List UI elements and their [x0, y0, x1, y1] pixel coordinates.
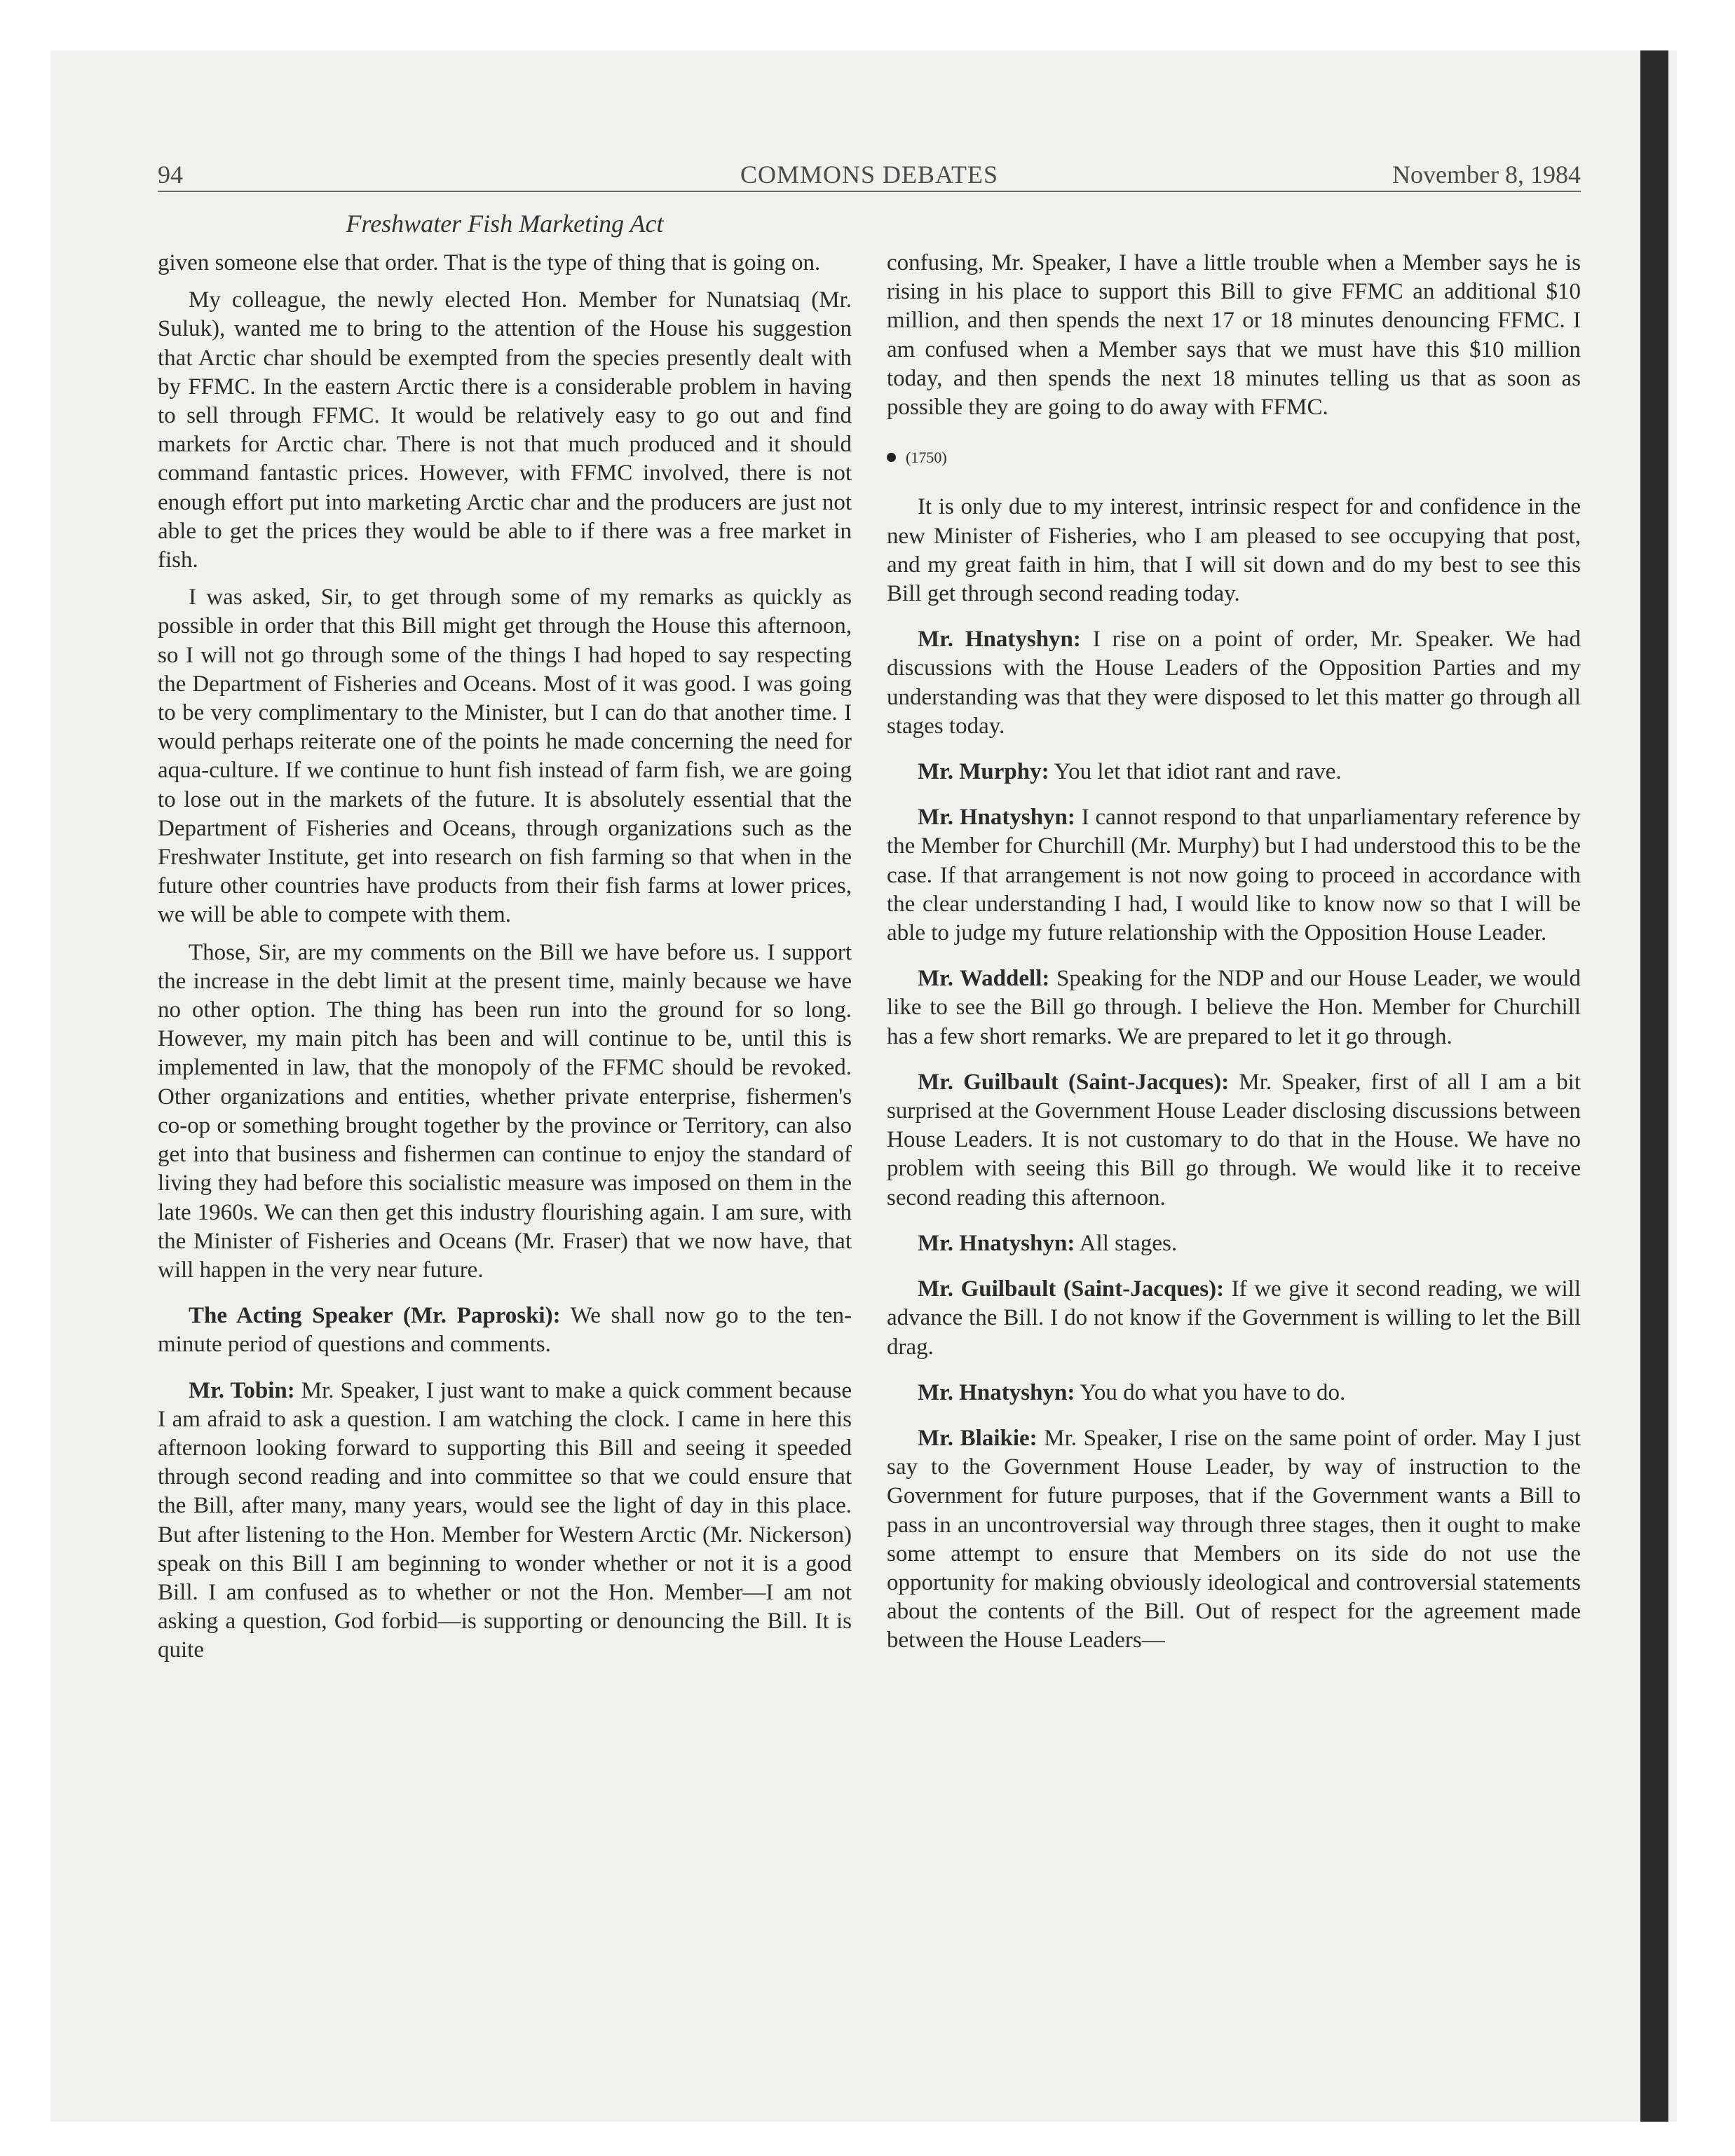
speech-text: It is only due to my interest, intrinsic respect for and confidence in the new Minister of Fisheries, who I am pleased to see occupying that post, and my great faith in him, that I will sit down and do my best to see this Bill get through second reading today.: [887, 494, 1581, 607]
publication-title: COMMONS DEBATES: [740, 161, 999, 189]
paragraph: [887, 964, 1581, 1051]
paragraph: [158, 249, 852, 278]
speaker-name: Mr. Tobin:: [189, 1377, 295, 1403]
speech-text: Those, Sir, are my comments on the Bill we have before us. I support the increase in the debt limit at the present time, mainly because we have no other option. The thing has been run into the ground for so long. However, my main pitch has been and will continue to be, until this is implemented in law, that the monopoly of the FFMC should be revoked. Other organizations and entities, whether private enterprise, fishermen's co-op or something brought together by the province or Territory, can also get into that business and fishermen can continue to enjoy the standard of living they had before this socialistic measure was imposed on them in the late 1960s. We can then get this industry flourishing again. I am sure, with the Minister of Fisheries and Oceans (Mr. Fraser) that we now have, that will happen in the very near future.: [158, 939, 852, 1283]
speaker-name: The Acting Speaker (Mr. Paproski):: [189, 1303, 561, 1329]
paragraph: [158, 1302, 852, 1359]
right-column: [887, 249, 1581, 1664]
speech-text: I was asked, Sir, to get through some of my remarks as quickly as possible in order that this Bill might get through the House this afternoon, so I will not go through some of the things I had hoped to say respecting the Department of Fisheries and Oceans. Most of it was good. I was going to be very complimentary to the Minister, but I can do that another time. I would perhaps reiterate one of the points he made concerning the need for aqua-culture. If we continue to hunt fish instead of farm fish, we are going to lose out in the markets of the future. It is absolutely essential that the Department of Fisheries and Oceans, through organizations such as the Freshwater Institute, get into research on fish farming so that when in the future other countries have products from their fish farms at lower prices, we will be able to compete with them.: [158, 585, 852, 928]
speaker-name: Mr. Hnatyshyn:: [918, 1379, 1075, 1405]
paragraph: [887, 758, 1581, 786]
speaker-name: Mr. Guilbault (Saint-Jacques):: [918, 1276, 1225, 1302]
speaker-name: Mr. Waddell:: [918, 966, 1050, 992]
speech-text: You do what you have to do.: [1075, 1379, 1346, 1405]
paragraph: [158, 1377, 852, 1665]
speaker-name: Mr. Hnatyshyn:: [918, 805, 1075, 831]
paragraph: [887, 1229, 1581, 1258]
speech-text: Mr. Speaker, I just want to make a quick comment because I am afraid to ask a question. I am watching the clock. I came in here this afternoon looking forward to supporting this Bill and seeing it speeded through second reading and into committee so that we could ensure that the Bill, after many, many years, would see the light of day in this place. But after listening to the Hon. Member for Western Arctic (Mr. Nickerson) speak on this Bill I am beginning to wonder whether or not it is a good Bill. I am confused as to whether or not the Hon. Member—I am not asking a question, God forbid—is supporting or denouncing the Bill. It is quite: [158, 1377, 852, 1663]
time-stamp-text: (1750): [906, 449, 947, 467]
header-rule: [158, 191, 1581, 192]
paragraph: [887, 1379, 1581, 1407]
speaker-name: Mr. Hnatyshyn:: [918, 1230, 1075, 1256]
page-number: 94: [158, 161, 183, 189]
time-stamp: [887, 443, 1581, 472]
speech-text: All stages.: [1075, 1230, 1178, 1256]
speech-text: given someone else that order. That is the type of thing that is going on.: [158, 250, 821, 275]
sitting-date: November 8, 1984: [1392, 161, 1581, 189]
speaker-name: Mr. Blaikie:: [918, 1425, 1037, 1451]
speech-text: Speaking for the NDP and our House Leader, we would like to see the Bill go through. I believe the Hon. Member for Churchill has a few short remarks. We are prepared to let it go through.: [887, 966, 1581, 1049]
paragraph: [887, 803, 1581, 948]
speech-text: I cannot respond to that unparliamentary reference by the Member for Churchill (Mr. Murphy) but I had understood this to be the case. If that arrangement is not now going to proceed in accordance with the clear understanding I had, I would like to know now so that I will be able to judge my future relationship with the Opposition House Leader.: [887, 805, 1581, 946]
speech-text: Mr. Speaker, first of all I am a bit surprised at the Government House Leader disclosing discussions between House Leaders. It is not customary to do that in the House. We have no problem with seeing this Bill go through. We would like it to receive second reading this afternoon.: [887, 1069, 1581, 1210]
speech-text: My colleague, the newly elected Hon. Member for Nunatsiaq (Mr. Suluk), wanted me to bring to the attention of the House his suggestion that Arctic char should be exempted from the species presently dealt with by FFMC. In the eastern Arctic there is a considerable problem in having to sell through FFMC. It would be relatively easy to go out and find markets for Arctic char. There is not that much produced and it should command fantastic prices. However, with FFMC involved, there is not enough effort put into marketing Arctic char and the producers are just not able to get the prices they would be able to if there was a free market in fish.: [158, 287, 852, 573]
paragraph: [158, 286, 852, 575]
paragraph: [887, 493, 1581, 608]
running-subhead: Freshwater Fish Marketing Act: [346, 210, 664, 238]
bullet-icon: [887, 453, 896, 462]
speaker-name: Mr. Hnatyshyn:: [918, 627, 1081, 653]
page-header: [158, 160, 1581, 192]
speech-text: You let that idiot rant and rave.: [1049, 759, 1342, 785]
speech-text: Mr. Speaker, I rise on the same point of order. May I just say to the Government House Leader, by way of instruction to the Government for future purposes, that if the Government wants a Bill to pass in an uncontroversial way through three stages, then it ought to make some attempt to ensure that Members on its side do not use the opportunity for making obviously ideological and controversial statements about the contents of the Bill. Out of respect for the agreement made between the House Leaders—: [887, 1425, 1581, 1653]
paragraph: [887, 1275, 1581, 1362]
paragraph: confusing, Mr. Speaker, I have a little trouble when a Member says he is rising in his place to support this Bill to give FFMC an additional $10 million, and then spends the next 17 or 18 minutes denouncing FFMC. I am confused when a Member says that we must have this $10 million today, and then spends the next 18 minutes telling us that as soon as possible they are going to do away with FFMC.: [887, 250, 1581, 421]
binding-edge: [1640, 50, 1668, 2122]
paragraph: [887, 1424, 1581, 1656]
speech-text: If we give it second reading, we will advance the Bill. I do not know if the Government is willing to let the Bill drag.: [887, 1276, 1581, 1360]
paragraph: [158, 583, 852, 929]
speaker-name: Mr. Guilbault (Saint-Jacques):: [918, 1069, 1230, 1095]
paragraph: [887, 1068, 1581, 1213]
speaker-name: Mr. Murphy:: [918, 759, 1049, 785]
speech-text: I rise on a point of order, Mr. Speaker. We had discussions with the House Leaders of the Opposition Parties and my understanding was that they were disposed to let this matter go through all stages today.: [887, 627, 1581, 739]
paragraph: [887, 625, 1581, 741]
left-column: [158, 249, 852, 1674]
speech-text: We shall now go to the ten-minute period of questions and comments.: [158, 1303, 852, 1358]
paragraph: [158, 939, 852, 1285]
